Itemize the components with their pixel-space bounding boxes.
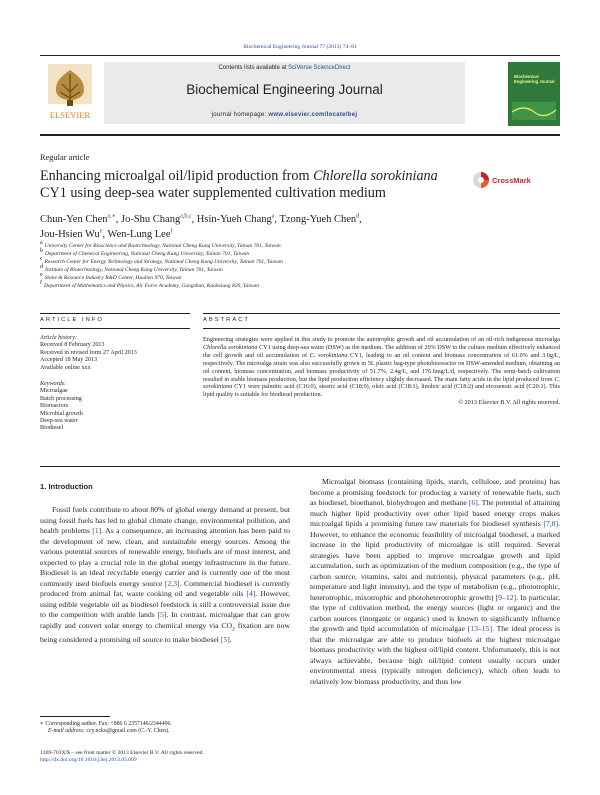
intro-left-column xyxy=(40,505,290,645)
affiliation-key: d xyxy=(40,263,43,270)
affiliation-key: f xyxy=(40,279,42,286)
footnote-fax: ∗ Corresponding author. Fax: +886 6 2357146/2344496. xyxy=(40,721,172,727)
article-info-top-rule xyxy=(40,313,190,314)
author-name: Tzong-Yueh Chen xyxy=(279,214,357,225)
history-item: Received 8 February 2013 xyxy=(40,342,105,349)
legal-block xyxy=(40,750,340,764)
author-affiliation-marker[interactable]: a,∗ xyxy=(107,213,116,220)
abstract-species-2: C. sorokiniana xyxy=(309,351,348,359)
title-species: Chlorella sorokiniana xyxy=(313,168,438,184)
abstract-heading: ABSTRACT xyxy=(203,317,250,323)
contents-line xyxy=(104,65,465,71)
reference-link[interactable]: [1] xyxy=(92,526,102,535)
reference-link[interactable]: [4] xyxy=(246,589,256,598)
journal-citation[interactable]: Biochemical Engineering Journal 77 (2013) 74–81 xyxy=(243,44,357,50)
affiliation-text: Department of Chemical Engineering, National Cheng Kung University, Tainan 701, Taiwan xyxy=(45,250,250,257)
author-affiliation-marker[interactable]: a,b,c xyxy=(180,213,192,220)
author-name: Jou-Hsien Wu xyxy=(40,229,100,240)
sciencedirect-link[interactable]: SciVerse ScienceDirect xyxy=(288,65,351,71)
intro-left-text-5: . In contrast, microalgae that can grow rapidly and convert solar energy to chemical energy via CO xyxy=(40,610,290,630)
intro-right-column xyxy=(310,477,560,687)
affiliation-text: Research Center for Energy Technology and Strategy, National Cheng Kung University, Tainan 701, Taiwan xyxy=(44,258,283,265)
history-item: Available online xxx xyxy=(40,364,91,371)
author-separator: , xyxy=(191,214,197,225)
intro-right-text-1: Microalgal biomass (containing lipids, starch, cellulose, and proteins) has become a promising feedstock for producing a variety of renewable fuels, such as biodiesel, bioethanol, biohydrogen and methane xyxy=(310,477,560,507)
keyword-item: Biodiesel xyxy=(40,425,64,432)
author-affiliation-marker[interactable]: a xyxy=(271,213,275,220)
author-separator: , xyxy=(102,229,108,240)
author-affiliation-marker[interactable]: f xyxy=(170,228,173,235)
intro-left-text-7: . xyxy=(229,634,232,644)
elsevier-logo xyxy=(40,62,100,126)
abstract-species-1: Chlorella sorokiniana xyxy=(203,343,258,351)
abstract-species-3: C. sorokiniana xyxy=(203,375,560,391)
affiliation-text: Institute of Biotechnology, National Cheng Kung University, Tainan 701, Taiwan xyxy=(45,266,223,273)
homepage-prefix: journal homepage: xyxy=(211,112,269,118)
issn-line: 1369-703X/$ – see front matter © 2013 Elsevier B.V. All rights reserved. xyxy=(40,750,204,756)
history-item: Accepted 18 May 2013 xyxy=(40,357,98,364)
author-name: Chun-Yen Chen xyxy=(40,214,108,225)
affiliation-item xyxy=(40,279,460,291)
reference-link[interactable]: [2,3] xyxy=(164,578,180,588)
contents-prefix: Contents lists available at xyxy=(218,65,289,71)
footnote-email[interactable]: ccy.ncku@gmail.com (C.-Y. Chen). xyxy=(84,728,170,734)
affiliation-item xyxy=(40,240,460,251)
abstract-copyright: © 2013 Elsevier B.V. All rights reserved. xyxy=(458,399,560,407)
reference-link[interactable]: [7,8] xyxy=(543,519,559,528)
affiliation-item xyxy=(40,271,460,283)
affiliation-key: e xyxy=(40,271,43,278)
article-info xyxy=(40,335,190,433)
affiliation-text: Department of Mathematics and Physics, Air Force Academy, Gangshan, Kaohsiung 820, Taiwan xyxy=(44,282,259,289)
affiliation-list xyxy=(40,240,460,290)
footnote-rule xyxy=(40,716,110,717)
reference-link[interactable]: [9–12] xyxy=(495,592,517,602)
affiliation-text: Stone & Resource Industry R&D Center, Hualien 970, Taiwan xyxy=(44,274,182,281)
intro-right-text-5: . The ideal process is that the microalgae are able to produce biofuels at the highest microalgae biomass productivity with the highest oil/lipid content. Unfortunately, this is not always achievable, because high oil/lipid content usually occurs under environmental stress (typically nitrogen deficiency), which often leads to relatively low biomass productivity, and thus low xyxy=(310,624,560,686)
title-part-2: CY1 using deep-sea water supplemented cultivation medium xyxy=(40,185,386,201)
affiliation-key: c xyxy=(40,255,43,262)
affiliation-key: b xyxy=(40,248,43,255)
reference-link[interactable]: [6] xyxy=(468,498,478,507)
homepage-link[interactable]: www.elsevier.com/locate/bej xyxy=(268,112,358,118)
article-info-sub-rule xyxy=(40,328,190,329)
journal-title: Biochemical Engineering Journal xyxy=(186,82,383,97)
author-name: Hsin-Yueh Chang xyxy=(196,214,272,225)
keyword-item: Batch processing xyxy=(40,395,82,402)
article-info-heading: ARTICLE INFO xyxy=(40,317,104,323)
title-part-1: Enhancing microalgal oil/lipid production from xyxy=(40,168,314,184)
abstract-top-rule xyxy=(203,313,560,314)
co2-subscript: 2 xyxy=(232,626,235,633)
crossmark-label: CrossMark xyxy=(492,176,531,185)
abstract-bottom-rule xyxy=(40,466,560,467)
intro-right-text-3: . However, to enhance the economic feasibility of microalgal biodiesel, a marked increase in the lipid productivity of microalgae is still required. Several strategies have been applied to improve microalgae growth and lipid accumulation, such as optimization of the medium composition (e.g., the type of carbon source, vitamins, salts and nutrients), physical parameters (e.g., pH, temperature and light intensity), and the type of metabolism (e.g., phototrophic, heterotrophic, mixotrophic and photoheterotrophic growth) xyxy=(310,519,560,602)
corresponding-author-footnote xyxy=(40,721,290,735)
abstract-text-3: CY1, leading to an oil content and biomass concentration of 61.0% and 3.0g/L, respectively. The microalga strain was also successfully grown in 5L plastic bag-type photobioreactor on DSW-amended medium, obtaining an oil content, biomass concentration, and biomass productivity of 51.7%, 2.4g/L, and 176.6mg/L/d, respectively. The semi-batch cultivation resulted in stable biomass production, but the lipid production efficiency slightly decreased. The main fatty acids in the lipid produced from xyxy=(203,351,560,383)
author-name: Jo-Shu Chang xyxy=(120,214,181,225)
intro-left-text-4: . However, using edible vegetable oil as biodiesel feedstock is still a controversial issue due to the competition with arable lands xyxy=(40,589,290,619)
author-separator: , xyxy=(274,214,280,225)
history-list xyxy=(40,342,190,372)
journal-homepage xyxy=(104,112,465,118)
affiliation-item xyxy=(40,248,460,259)
affiliation-item xyxy=(40,263,460,275)
keyword-item: Microbial growth xyxy=(40,410,83,417)
abstract-body xyxy=(203,336,560,407)
keywords-list xyxy=(40,388,190,432)
affiliation-key: a xyxy=(40,240,43,247)
intro-heading: 1. Introduction xyxy=(40,482,93,491)
history-title: Article history: xyxy=(40,335,78,341)
affiliation-item xyxy=(40,255,460,267)
keyword-item: Deep-sea water xyxy=(40,418,78,425)
keyword-item: Microalgae xyxy=(40,388,68,395)
journal-masthead xyxy=(40,55,560,136)
doi-link[interactable]: http://dx.doi.org/10.1016/j.bej.2013.05.009 xyxy=(40,756,137,763)
affiliation-text: University Center for Bioscience and Biotechnology, National Cheng Kung University, Tainan 701, Taiwan xyxy=(44,243,281,249)
keywords-title: Keywords: xyxy=(40,381,67,388)
author-separator: , xyxy=(359,214,362,225)
author-affiliation-marker[interactable]: d xyxy=(356,213,360,220)
intro-right-text-2: . The potential of attaining much higher lipid productivity over other lipid based energy crops makes microalgal lipids a promising future raw materials for biodiesel synthesis xyxy=(310,498,561,528)
intro-left-text-3: . Commercial biodiesel is currently produced from animal fat, waste cooking oil and vegetable oils xyxy=(40,578,290,598)
article-type: Regular article xyxy=(40,153,90,162)
intro-right-text-4: . In particular, the type of cultivation method, the energy sources (light or organic) and the carbon sources (inorganic or organic) used is known to significantly influence the growth and lipid accumulation of microalgae xyxy=(310,592,560,633)
cover-title: Biochemical Engineering Journal xyxy=(514,74,555,84)
author-separator: , xyxy=(115,214,121,225)
intro-left-text-2: . As a consequence, an increasing attention has been paid to the development of new, clean, and sustainable energy sources. Among the various potential sources of renewable energy, biofuels are of most interest, and expected to play a crucial role in the global energy infrastructure in the future. Biodiesel is an ideal recyclable energy carrier and is currently one of the most commonly used biofuels energy source xyxy=(40,526,290,588)
abstract-text-4: CY1 were palmitic acid (C16:0), stearic acid (C18:0), oleic acid (C18:1), linoleic acid (C18:2) and eicosenoic acid (C20:1). This lipid quality is suitable for biodiesel production. xyxy=(203,383,560,399)
journal-cover-thumbnail xyxy=(508,62,560,126)
crossmark-badge[interactable] xyxy=(472,171,542,189)
intro-left-text-1: Fossil fuels contribute to about 80% of global energy demand at present, but using fossil fuels has led to global climate change, environmental pollution, and health problems xyxy=(40,505,290,535)
history-item: Received in revised form 27 April 2013 xyxy=(40,349,137,356)
author-list xyxy=(40,212,480,242)
reference-link[interactable]: [5] xyxy=(157,610,167,619)
author-affiliation-marker[interactable]: e xyxy=(99,228,103,235)
abstract-sub-rule xyxy=(203,328,560,329)
author-name: Wen-Lung Lee xyxy=(107,229,171,240)
abstract-text-1: Engineering strategies were applied in this study to promote the autotrophic growth and oil accumulation of an oil-rich indigenous microalga xyxy=(203,336,560,343)
footnote-email-label: E-mail address: xyxy=(48,728,85,734)
article-title xyxy=(40,168,460,202)
keyword-item: Bioreactors xyxy=(40,403,69,410)
elsevier-wordmark: ELSEVIER xyxy=(49,110,91,120)
reference-link[interactable]: [13–15] xyxy=(467,624,493,633)
abstract-text-2: CY1 using deep-sea water (DSW) as the medium. The addition of 20% DSW to the culture medium effectively enhanced the cell growth and oil accumulation of xyxy=(203,343,560,359)
reference-link[interactable]: [5] xyxy=(220,634,230,644)
intro-left-text-6: fixation are now being considered a promising oil source to make biodiesel xyxy=(40,620,290,644)
